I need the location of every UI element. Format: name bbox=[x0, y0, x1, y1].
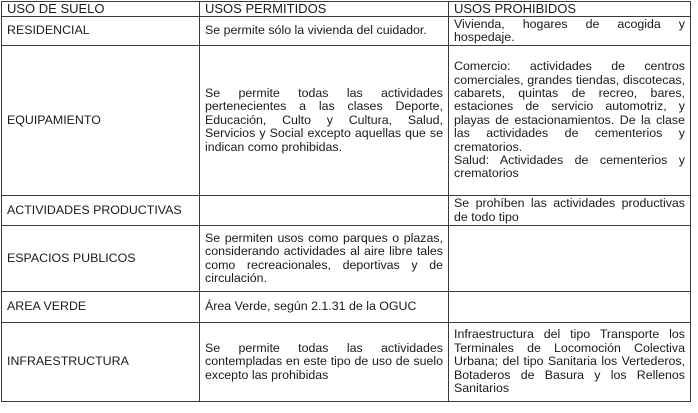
table-row bbox=[2, 17, 691, 46]
prohibited-main-text: Comercio: actividades de centros comerciales, grandes tiendas, discotecas, cabarets, quintas de recreo, bares, estaciones de servicio automotriz, y playas de estacionamientos. De la clase las actividades de cementerios y crematorios. bbox=[454, 59, 685, 154]
header-row bbox=[2, 2, 691, 17]
header-land-use: USO DE SUELO bbox=[2, 2, 200, 17]
land-use-cell: EQUIPAMIENTO bbox=[2, 46, 200, 196]
prohibited-cell bbox=[449, 292, 691, 323]
land-use-cell: ESPACIOS PUBLICOS bbox=[2, 226, 200, 292]
permitted-cell: Se permiten usos como parques o plazas, considerando actividades al aire libre tales como recreacionales, deportivas y de circulación. bbox=[200, 226, 449, 292]
land-use-table bbox=[1, 1, 691, 402]
land-use-cell: AREA VERDE bbox=[2, 292, 200, 323]
prohibited-cell: Vivienda, hogares de acogida y hospedaje. bbox=[449, 17, 691, 46]
prohibited-health-note: Salud: Actividades de cementerios y crematorios bbox=[454, 153, 685, 181]
header-permitted: USOS PERMITIDOS bbox=[200, 2, 449, 17]
prohibited-cell bbox=[449, 46, 691, 196]
land-use-cell: RESIDENCIAL bbox=[2, 17, 200, 46]
prohibited-cell bbox=[449, 226, 691, 292]
permitted-cell: Área Verde, según 2.1.31 de la OGUC bbox=[200, 292, 449, 323]
table-row bbox=[2, 196, 691, 226]
permitted-cell: Se permite sólo la vivienda del cuidador. bbox=[200, 17, 449, 46]
land-use-cell: ACTIVIDADES PRODUCTIVAS bbox=[2, 196, 200, 226]
prohibited-cell: Infraestructura del tipo Transporte los Terminales de Locomoción Colectiva Urbana; del tipo Sanitaria los Vertederos, Botaderos de Basura y los Rellenos Sanitarios bbox=[449, 323, 691, 402]
table-row bbox=[2, 292, 691, 323]
prohibited-cell: Se prohíben las actividades productivas de todo tipo bbox=[449, 196, 691, 226]
table-row bbox=[2, 323, 691, 402]
permitted-cell: Se permite todas las actividades contempladas en este tipo de uso de suelo excepto las prohibidas bbox=[200, 323, 449, 402]
table-row bbox=[2, 46, 691, 196]
land-use-cell: INFRAESTRUCTURA bbox=[2, 323, 200, 402]
header-prohibited: USOS PROHIBIDOS bbox=[449, 2, 691, 17]
permitted-cell bbox=[200, 196, 449, 226]
table-row bbox=[2, 226, 691, 292]
permitted-cell: Se permite todas las actividades pertenecientes a las clases Deporte, Educación, Culto y Cultura, Salud, Servicios y Social excepto aquellas que se indican como prohibidas. bbox=[200, 46, 449, 196]
